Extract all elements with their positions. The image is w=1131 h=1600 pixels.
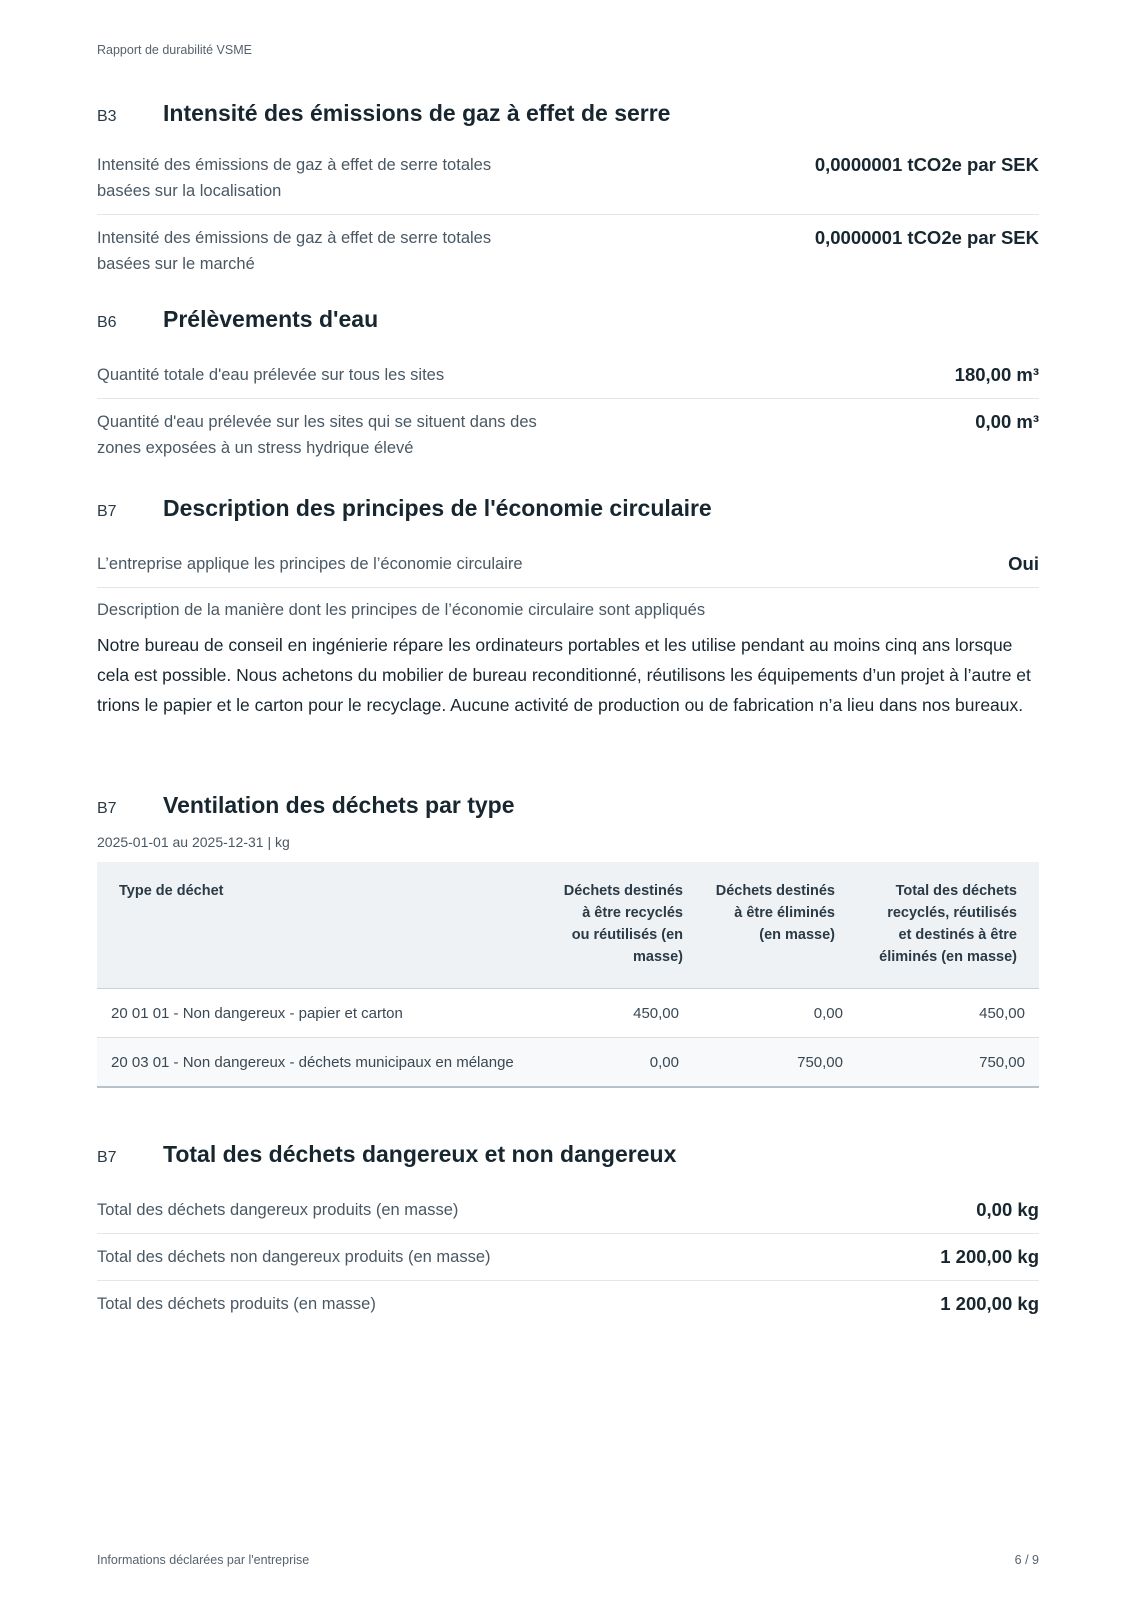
section-b3 bbox=[97, 100, 1039, 277]
description-text: Notre bureau de conseil en ingénierie répare les ordinateurs portables et les utilise pendant au moins cinq ans lorsque cela est possible. Nous achetons du mobilier de bureau reconditionné, réutilisons les équipements d’un projet à l’autre et trions le papier et le carton pour le recyclage. Aucune activité de production ou de fabrication n’a lieu dans nos bureaux. bbox=[97, 635, 1031, 715]
section-b7-waste bbox=[97, 792, 1039, 1088]
table-row bbox=[97, 1038, 1039, 1088]
footer-note: Informations déclarées par l'entreprise bbox=[97, 1553, 310, 1567]
kv-value: 1 200,00 kg bbox=[940, 1246, 1039, 1267]
report-page bbox=[97, 0, 1039, 1600]
section-code: B6 bbox=[97, 314, 117, 331]
kv-label: Quantité d'eau prélevée sur les sites qui se situent dans des zones exposées à un stress hydrique élevé bbox=[97, 413, 537, 457]
kv-value: 0,0000001 tCO2e par SEK bbox=[814, 227, 1039, 248]
kv-row bbox=[97, 1281, 1039, 1317]
cell-disposed: 750,00 bbox=[693, 1038, 857, 1088]
kv-label: Total des déchets non dangereux produits (en masse) bbox=[97, 1248, 491, 1266]
waste-table bbox=[97, 862, 1039, 1088]
kv-value: Oui bbox=[1008, 553, 1039, 574]
section-heading bbox=[97, 100, 1039, 132]
cell-total: 750,00 bbox=[857, 1038, 1039, 1088]
section-title: Intensité des émissions de gaz à effet de serre bbox=[163, 100, 671, 126]
kv-row bbox=[97, 152, 1039, 215]
kv-row bbox=[97, 1197, 1039, 1234]
kv-row bbox=[97, 551, 1039, 588]
cell-total: 450,00 bbox=[857, 989, 1039, 1038]
cell-disposed: 0,00 bbox=[693, 989, 857, 1038]
table-header-row bbox=[97, 862, 1039, 989]
kv-label: L’entreprise applique les principes de l’économie circulaire bbox=[97, 555, 523, 573]
description-block bbox=[97, 588, 1039, 720]
kv-row bbox=[97, 1234, 1039, 1281]
section-code: B7 bbox=[97, 503, 117, 520]
section-heading bbox=[97, 495, 1039, 527]
section-b7-totals bbox=[97, 1141, 1039, 1317]
section-code: B3 bbox=[97, 108, 117, 125]
column-header: Déchets destinés à être éliminés (en masse) bbox=[693, 862, 857, 989]
kv-value: 0,00 m³ bbox=[975, 411, 1039, 432]
kv-label: Intensité des émissions de gaz à effet de serre totales basées sur la localisation bbox=[97, 156, 492, 200]
cell-type: 20 03 01 - Non dangereux - déchets municipaux en mélange bbox=[97, 1038, 541, 1088]
column-header: Déchets destinés à être recyclés ou réutilisés (en masse) bbox=[541, 862, 693, 989]
kv-label: Intensité des émissions de gaz à effet de serre totales basées sur le marché bbox=[97, 229, 492, 273]
section-heading bbox=[97, 792, 1039, 824]
kv-value: 180,00 m³ bbox=[954, 364, 1039, 385]
section-title: Total des déchets dangereux et non dangereux bbox=[163, 1141, 677, 1167]
kv-row bbox=[97, 399, 1039, 461]
column-header: Type de déchet bbox=[97, 862, 541, 989]
kv-value: 1 200,00 kg bbox=[940, 1293, 1039, 1314]
section-b6 bbox=[97, 306, 1039, 461]
section-title: Description des principes de l'économie circulaire bbox=[163, 495, 712, 521]
column-header: Total des déchets recyclés, réutilisés et destinés à être éliminés (en masse) bbox=[857, 862, 1039, 989]
kv-row bbox=[97, 215, 1039, 277]
period-label: 2025-01-01 au 2025-12-31 | kg bbox=[97, 834, 290, 850]
kv-row bbox=[97, 362, 1039, 399]
section-heading bbox=[97, 1141, 1039, 1173]
kv-label: Total des déchets dangereux produits (en masse) bbox=[97, 1201, 459, 1219]
kv-value: 0,00 kg bbox=[976, 1199, 1039, 1220]
cell-recycled: 450,00 bbox=[541, 989, 693, 1038]
cell-recycled: 0,00 bbox=[541, 1038, 693, 1088]
section-heading bbox=[97, 306, 1039, 338]
section-b7-circular bbox=[97, 495, 1039, 720]
cell-type: 20 01 01 - Non dangereux - papier et carton bbox=[97, 989, 541, 1038]
page-number: 6 / 9 bbox=[1014, 1553, 1039, 1567]
section-title: Prélèvements d'eau bbox=[163, 306, 379, 332]
table-row bbox=[97, 989, 1039, 1038]
section-code: B7 bbox=[97, 800, 117, 817]
description-label: Description de la manière dont les principes de l’économie circulaire sont appliqués bbox=[97, 601, 706, 619]
section-code: B7 bbox=[97, 1149, 117, 1166]
section-title: Ventilation des déchets par type bbox=[163, 792, 515, 818]
kv-label: Total des déchets produits (en masse) bbox=[97, 1295, 376, 1313]
running-header: Rapport de durabilité VSME bbox=[97, 43, 252, 57]
kv-label: Quantité totale d'eau prélevée sur tous les sites bbox=[97, 366, 445, 384]
kv-value: 0,0000001 tCO2e par SEK bbox=[814, 154, 1039, 175]
